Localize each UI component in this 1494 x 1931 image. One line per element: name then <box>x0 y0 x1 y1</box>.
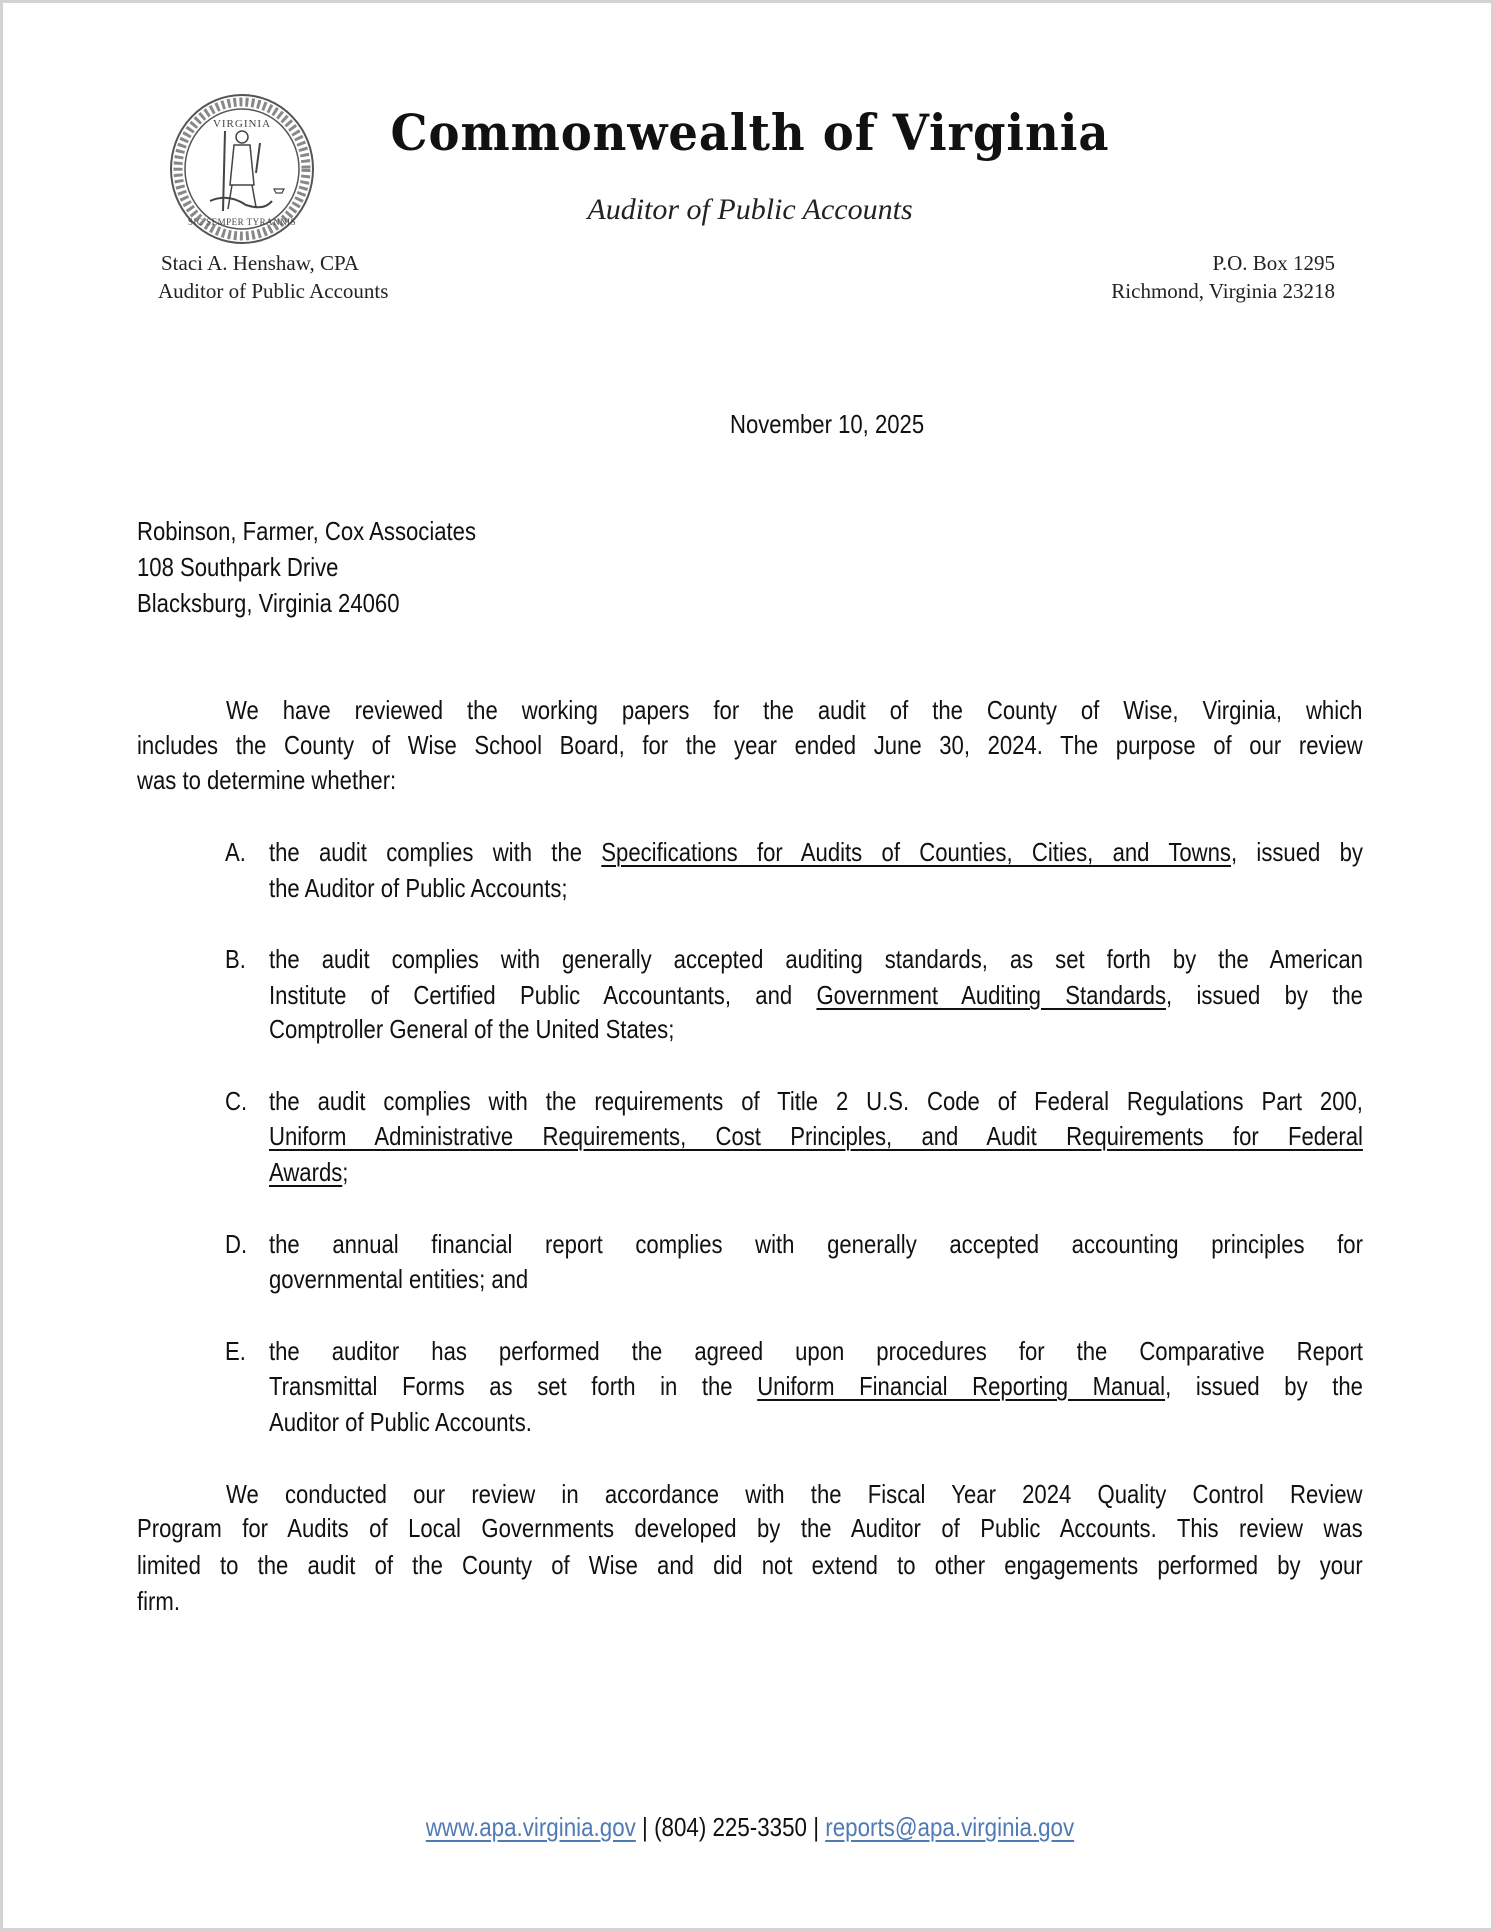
svg-text:VIRGINIA: VIRGINIA <box>212 118 272 130</box>
intro-paragraph-line: includes the County of Wise School Board, for the year ended June 30, 2024. The purpose of our review <box>137 730 1363 760</box>
website-link[interactable]: www.apa.virginia.gov <box>425 1812 636 1842</box>
auditor-title: Auditor of Public Accounts <box>158 279 389 303</box>
list-item-line: Transmittal Forms as set forth in the Uniform Financial Reporting Manual, issued by the <box>269 1371 1363 1401</box>
list-item-line: the audit complies with the requirements of Title 2 U.S. Code of Federal Regulations Part 200, <box>269 1086 1363 1116</box>
recipient-line: Robinson, Farmer, Cox Associates <box>137 516 477 546</box>
closing-paragraph-line: We conducted our review in accordance with the Fiscal Year 2024 Quality Control Review <box>226 1479 1363 1509</box>
uniform-guidance-reference: Uniform Administrative Requirements, Cost Principles, and Audit Requirements for Federal <box>269 1121 1363 1151</box>
list-item-letter: E. <box>225 1336 246 1366</box>
government-auditing-standards-reference: Government Auditing Standards <box>816 980 1167 1010</box>
footer-separator: | <box>813 1812 820 1842</box>
footer-contact <box>3 1809 1494 1845</box>
list-item-line: Auditor of Public Accounts. <box>269 1407 532 1437</box>
city-state-zip: Richmond, Virginia 23218 <box>1111 279 1335 303</box>
mailing-address-block <box>1111 249 1335 305</box>
list-item-line: the Auditor of Public Accounts; <box>269 873 568 903</box>
recipient-line: Blacksburg, Virginia 24060 <box>137 588 400 618</box>
email-link[interactable]: reports@apa.virginia.gov <box>825 1812 1075 1842</box>
auditor-name: Staci A. Henshaw, CPA <box>161 251 359 275</box>
list-item-letter: A. <box>225 837 246 867</box>
closing-paragraph-line: firm. <box>137 1586 180 1616</box>
list-item-line: governmental entities; and <box>269 1264 529 1294</box>
list-item-line <box>269 1118 1494 1154</box>
list-item-line: the audit complies with generally accepted auditing standards, as set forth by the American <box>269 944 1363 974</box>
letterhead-subtitle: Auditor of Public Accounts <box>587 193 913 226</box>
list-item-line: the annual financial report complies with generally accepted accounting principles for <box>269 1229 1363 1259</box>
letter-date: November 10, 2025 <box>730 409 925 439</box>
footer-separator: | <box>642 1812 648 1842</box>
specifications-reference: Specifications for Audits of Counties, Cities, and Towns <box>601 837 1231 867</box>
closing-paragraph-line: limited to the audit of the County of Wise and did not extend to other engagements performed by your <box>137 1550 1363 1580</box>
list-item-line: the audit complies with the Specifications for Audits of Counties, Cities, and Towns, issued by <box>269 837 1363 867</box>
closing-paragraph-line: Program for Audits of Local Governments developed by the Auditor of Public Accounts. This review was <box>137 1513 1363 1543</box>
intro-paragraph-line: We have reviewed the working papers for the audit of the County of Wise, Virginia, which <box>226 695 1363 725</box>
phone-number: (804) 225-3350 <box>654 1812 808 1842</box>
uniform-guidance-reference: Awards <box>269 1157 343 1187</box>
list-item-line: the auditor has performed the agreed upon procedures for the Comparative Report <box>269 1336 1363 1366</box>
list-item-letter: D. <box>225 1229 248 1259</box>
recipient-line: 108 Southpark Drive <box>137 552 339 582</box>
list-item-line: Institute of Certified Public Accountants, and Government Auditing Standards, issued by the <box>269 980 1363 1010</box>
list-item-letter: B. <box>225 944 246 974</box>
letterhead-title: Commonwealth of Virginia <box>390 103 1110 162</box>
intro-paragraph-line: was to determine whether: <box>137 765 397 795</box>
list-item-line: Comptroller General of the United States; <box>269 1014 675 1044</box>
list-item-line: Awards; <box>269 1157 349 1187</box>
po-box: P.O. Box 1295 <box>1212 251 1335 275</box>
uniform-financial-reporting-manual-reference: Uniform Financial Reporting Manual <box>757 1371 1166 1401</box>
auditor-name-block <box>158 249 388 305</box>
list-item-letter: C. <box>225 1086 248 1116</box>
svg-text:SIC SEMPER TYRANNIS: SIC SEMPER TYRANNIS <box>187 217 297 227</box>
